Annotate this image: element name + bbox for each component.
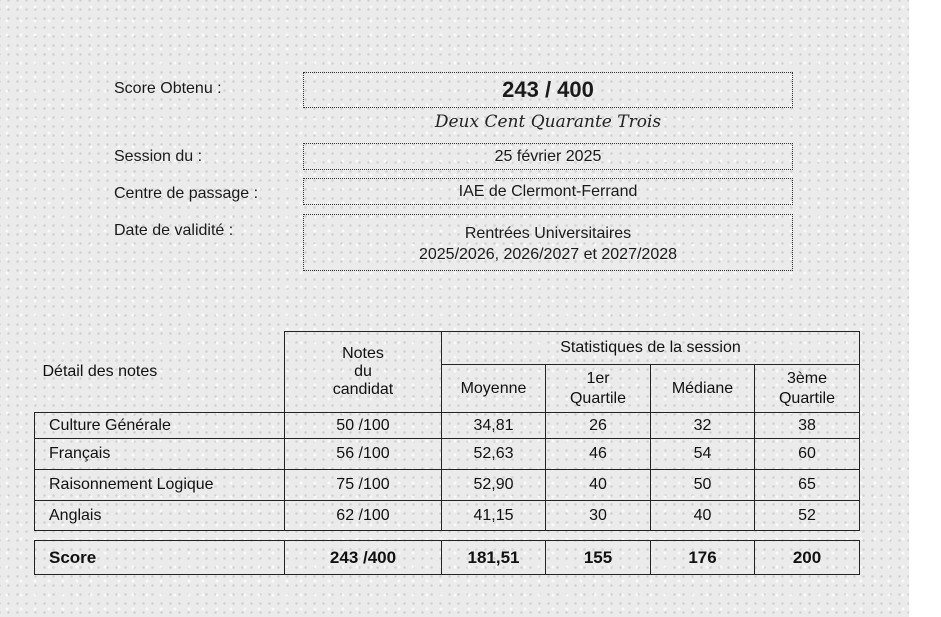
q3-cell: 60	[755, 439, 860, 470]
validity-line-1: Rentrées Universitaires	[464, 225, 632, 242]
q1-cell: 40	[546, 470, 651, 501]
median-cell: 40	[651, 501, 755, 531]
stats-header: Statistiques de la session	[442, 332, 860, 365]
mean-cell: 52,63	[442, 439, 546, 470]
validity-label: Date de validité :	[114, 222, 234, 239]
q3-header-line-2: Quartile	[778, 389, 836, 407]
note-cell: 50 /100	[285, 413, 442, 439]
table-gap	[35, 531, 860, 541]
centre-value: IAE de Clermont-Ferrand	[458, 183, 638, 200]
session-value-box	[303, 143, 793, 170]
score-total-mean: 181,51	[442, 541, 546, 575]
score-label: Score Obtenu :	[114, 80, 222, 97]
detail-header-label: Détail des notes	[42, 362, 158, 380]
q3-cell: 38	[755, 413, 860, 439]
note-cell: 62 /100	[285, 501, 442, 531]
mean-cell: 52,90	[442, 470, 546, 501]
validity-value-box	[303, 214, 793, 271]
q1-cell: 26	[546, 413, 651, 439]
session-value: 25 février 2025	[494, 148, 602, 165]
centre-label: Centre de passage :	[114, 185, 259, 202]
centre-value-box	[303, 178, 793, 205]
notes-header	[285, 332, 442, 413]
score-total-median: 176	[651, 541, 755, 575]
page-right-margin	[909, 0, 941, 617]
mean-cell: 41,15	[442, 501, 546, 531]
detail-header	[35, 332, 285, 413]
subject-cell: Français	[35, 439, 285, 470]
mean-cell: 34,81	[442, 413, 546, 439]
q1-header-line-1: 1er	[586, 369, 610, 387]
q3-header	[755, 365, 860, 413]
score-value: 243 / 400	[502, 77, 594, 102]
subject-cell: Culture Générale	[35, 413, 285, 439]
score-total-label: Score	[35, 541, 285, 575]
median-cell: 32	[651, 413, 755, 439]
q3-header-line-1: 3ème	[786, 369, 828, 387]
notes-header-line-2: du	[354, 363, 372, 380]
q3-cell: 65	[755, 470, 860, 501]
session-label: Session du :	[114, 148, 203, 165]
q1-header-line-2: Quartile	[569, 389, 627, 407]
note-cell: 75 /100	[285, 470, 442, 501]
note-cell: 56 /100	[285, 439, 442, 470]
notes-header-line-1: Notes	[342, 345, 384, 362]
score-in-words: Deux Cent Quarante Trois	[434, 112, 662, 132]
notes-header-line-3: candidat	[332, 381, 394, 398]
median-cell: 50	[651, 470, 755, 501]
subject-cell: Anglais	[35, 501, 285, 531]
median-header: Médiane	[651, 365, 755, 413]
validity-line-2: 2025/2026, 2026/2027 et 2027/2028	[418, 246, 678, 263]
notes-table	[34, 331, 860, 575]
score-value-box	[303, 72, 793, 108]
subject-cell: Raisonnement Logique	[35, 470, 285, 501]
table-row	[35, 501, 860, 531]
q1-cell: 30	[546, 501, 651, 531]
table-row	[35, 439, 860, 470]
q3-cell: 52	[755, 501, 860, 531]
mean-header: Moyenne	[442, 365, 546, 413]
score-total-note: 243 /400	[285, 541, 442, 575]
score-row	[35, 541, 860, 575]
table-row	[35, 470, 860, 501]
score-total-q3: 200	[755, 541, 860, 575]
median-cell: 54	[651, 439, 755, 470]
score-total-q1: 155	[546, 541, 651, 575]
q1-cell: 46	[546, 439, 651, 470]
q1-header	[546, 365, 651, 413]
table-row	[35, 413, 860, 439]
